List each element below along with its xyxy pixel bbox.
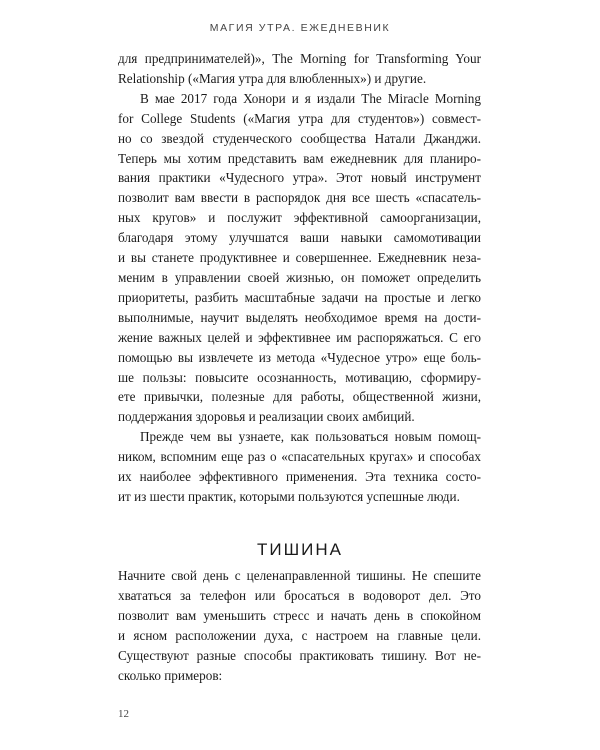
text-line: ником, вспомним еще раз о «спасательных кругах» и способах — [118, 449, 481, 465]
text-line: их наиболее эффективного применения. Эта техника состо- — [118, 469, 481, 485]
text-line: вания практики «Чудесного утра». Этот новый инструмент — [118, 170, 481, 186]
text-line: выполнимые, научит выделять необходимое время на дости- — [118, 309, 481, 325]
running-header: МАГИЯ УТРА. ЕЖЕДНЕВНИК — [209, 22, 391, 34]
text-line: позволит вам ввести в распорядок дня все шесть «спасатель- — [118, 190, 481, 206]
text-line: ит из шести практик, которыми пользуются успешные люди. — [118, 488, 460, 504]
text-line: ете привычки, полезные для работы, общественной жизни, — [118, 389, 481, 405]
page-number: 12 — [118, 708, 129, 720]
text-line: Прежде чем вы узнаете, как пользоваться новым помощ- — [140, 429, 481, 445]
text-line: жение важных целей и эффективнее им распоряжаться. С его — [118, 329, 481, 345]
text-line: поддержания здоровья и реализации своих амбиций. — [118, 409, 415, 425]
text-line: сколько примеров: — [118, 667, 223, 683]
text-line: for College Students («Магия утра для студентов») совмест- — [118, 110, 481, 126]
text-line: для предпринимателей)», The Morning for Transforming Your — [118, 51, 481, 66]
text-line: помощью вы извлечете из метода «Чудесное утро» еще боль- — [118, 349, 481, 365]
text-line: и вы станете продуктивнее и совершеннее. Ежедневник неза- — [118, 250, 481, 266]
text-line: меним в управлении своей жизнью, он поможет определить — [118, 269, 481, 285]
text-line: и ясном расположении духа, с настроем на главные цели. — [118, 627, 481, 643]
text-line: приоритеты, разбить масштабные задачи на простые и легко — [118, 289, 481, 305]
text-line: хвататься за телефон или бросаться в водоворот дел. Это — [118, 587, 481, 603]
text-line: ных кругов» и послужит эффективной самоорганизации, — [118, 210, 481, 226]
text-line: но со звездой студенческого сообщества Натали Джанджи. — [118, 130, 481, 146]
text-line: В мае 2017 года Хонори и я издали The Miracle Morning — [140, 90, 481, 106]
body-text — [118, 49, 481, 507]
text-line: Теперь мы хотим представить вам ежедневник для планиро- — [118, 150, 481, 166]
text-line: Начните свой день с целенаправленной тишины. Не спешите — [118, 568, 481, 583]
text-line: ше пользы: повысите осознанность, мотивацию, сформиру- — [118, 369, 481, 385]
text-line: благодаря этому улучшатся ваши навыки самомотивации — [118, 230, 481, 246]
section-heading: ТИШИНА — [256, 540, 344, 559]
text-line: позволит вам уменьшить стресс и начать день в спокойном — [118, 607, 481, 623]
text-line: Relationship («Магия утра для влюбленных») и другие. — [118, 70, 427, 86]
section-text — [118, 566, 481, 685]
text-line: Существуют разные способы практиковать тишину. Вот не- — [118, 647, 481, 663]
